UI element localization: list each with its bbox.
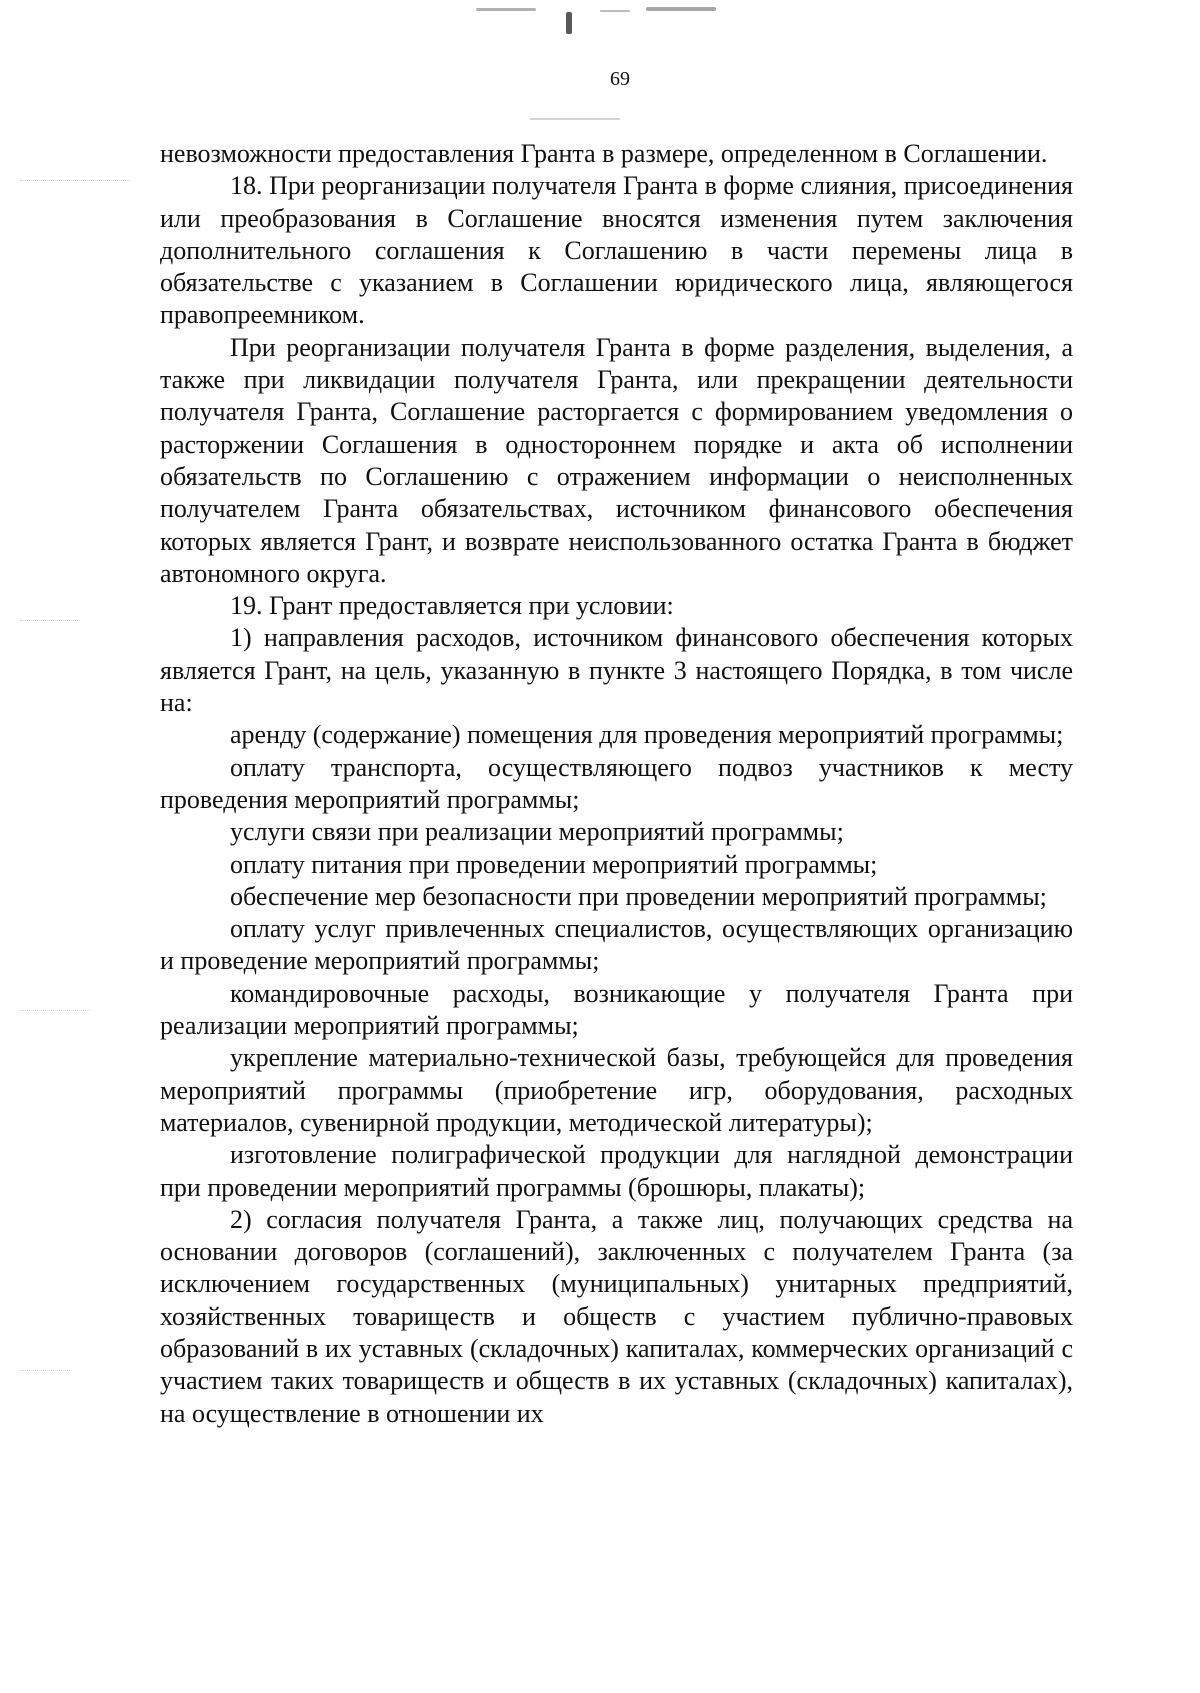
scan-artifact <box>566 12 572 34</box>
paragraph: оплату услуг привлеченных специалистов, осуществляющих организацию и проведение мероприятий программы; <box>160 914 1073 976</box>
paragraph: укрепление материально-технической базы, требующейся для проведения мероприятий программы (приобретение игр, оборудования, расходных материалов, сувенирной продукции, методической литературы); <box>160 1043 1073 1137</box>
paragraph: При реорганизации получателя Гранта в форме разделения, выделения, а также при ликвидации получателя Гранта, или прекращении деятельности получателя Гранта, Соглашение расторгается с формированием уведомления о расторжении Соглашения в одностороннем порядке и акта об исполнении обязательств по Соглашению с отражением информации о неисполненных получателем Гранта обязательствах, источником финансового обеспечения которых является Грант, и возврате неиспользованного остатка Гранта в бюджет автономного округа. <box>160 332 1073 588</box>
page-number: 69 <box>610 68 630 90</box>
paragraph: командировочные расходы, возникающие у получателя Гранта при реализации мероприятий программы; <box>160 978 1073 1041</box>
paragraph: аренду (содержание) помещения для проведения мероприятий программы; <box>230 720 1064 750</box>
paragraph: оплату питания при проведении мероприятий программы; <box>230 849 878 879</box>
document-body <box>160 138 1073 1430</box>
paragraph: 19. Грант предоставляется при условии: <box>230 591 674 621</box>
scan-artifact <box>600 10 630 12</box>
scan-artifact <box>476 8 536 11</box>
paragraph: обеспечение мер безопасности при проведении мероприятий программы; <box>230 881 1047 911</box>
scan-artifact <box>20 1370 70 1372</box>
scan-artifact <box>646 7 716 11</box>
paragraph: 18. При реорганизации получателя Гранта в форме слияния, присоединения или преобразования в Соглашение вносятся изменения путем заключения дополнительного соглашения к Соглашению в части перемены лица в обязательстве с указанием в Соглашении юридического лица, являющегося правопреемником. <box>160 171 1073 330</box>
paragraph: 1) направления расходов, источником финансового обеспечения которых является Грант, на цель, указанную в пункте 3 настоящего Порядка, в том числе на: <box>160 623 1073 718</box>
scan-artifact <box>20 1010 90 1012</box>
paragraph: оплату транспорта, осуществляющего подвоз участников к месту проведения мероприятий программы; <box>160 752 1073 814</box>
paragraph: 2) согласия получателя Гранта, а также лиц, получающих средства на основании договоров (соглашений), заключенных с получателем Гранта (за исключением государственных (муниципальных) унитарных предприятий, хозяйственных товариществ и обществ с участием публично-правовых образований в их уставных (складочных) капиталах, коммерческих организаций с участием таких товариществ и обществ в их уставных (складочных) капиталах), на осуществление в отношении их <box>160 1204 1073 1428</box>
scan-artifact <box>20 620 80 622</box>
paragraph: изготовление полиграфической продукции для наглядной демонстрации при проведении мероприятий программы (брошюры, плакаты); <box>160 1140 1073 1202</box>
scan-artifact <box>530 118 620 120</box>
paragraph: услуги связи при реализации мероприятий программы; <box>230 817 844 847</box>
paragraph: невозможности предоставления Гранта в размере, определенном в Соглашении. <box>160 139 1048 168</box>
scan-artifact <box>20 180 130 182</box>
